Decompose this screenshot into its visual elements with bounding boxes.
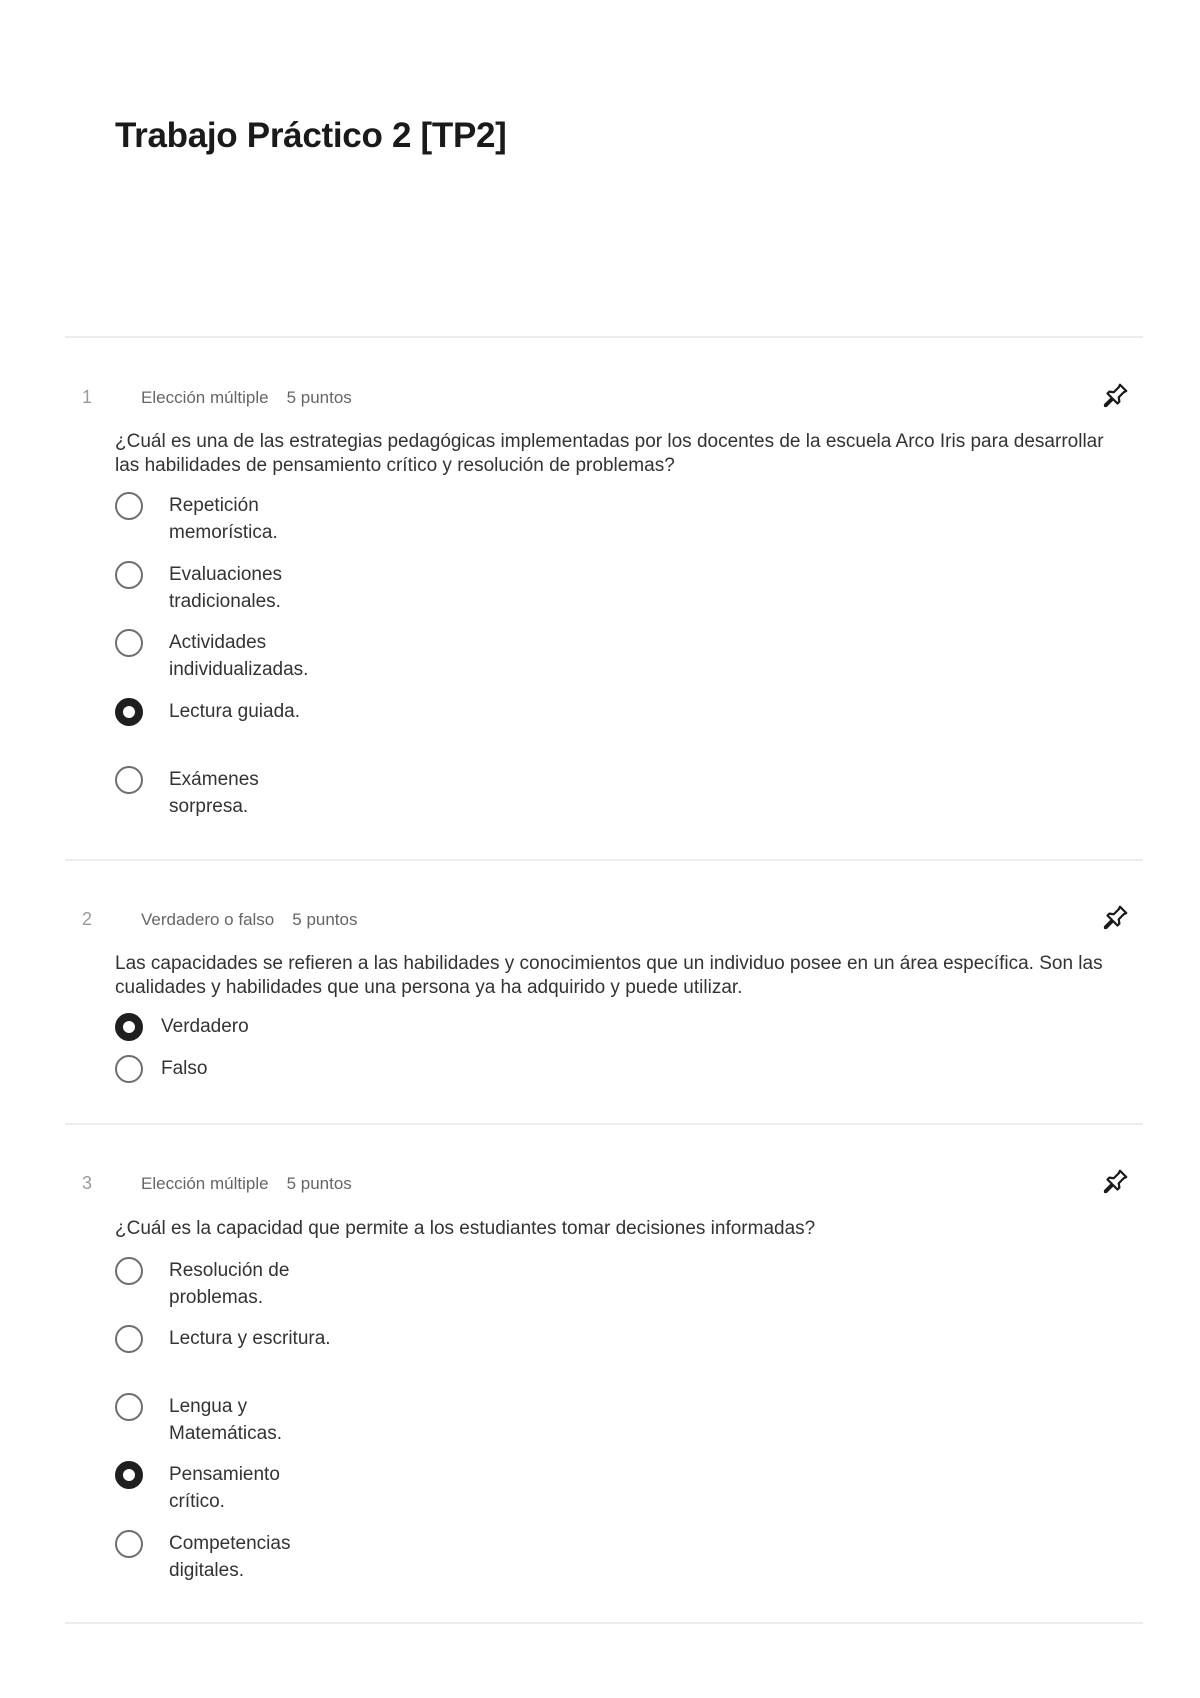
question-points: 5 puntos	[286, 388, 352, 407]
radio-button-selected[interactable]	[115, 698, 143, 726]
question-meta	[141, 388, 352, 408]
question-number: 2	[82, 909, 93, 929]
option-label: Lectura guiada.	[169, 701, 300, 722]
pin-icon[interactable]	[1100, 903, 1130, 933]
option-label: Exámenes sorpresa.	[169, 769, 259, 817]
divider	[65, 1123, 1143, 1125]
radio-button[interactable]	[115, 1257, 143, 1285]
radio-button[interactable]	[115, 766, 143, 794]
question-text: ¿Cuál es una de las estrategias pedagógicas implementadas por los docentes de la escuela Arco Iris para desarrollar las habilidades de pensamiento crítico y resolución de problemas?	[115, 431, 1104, 476]
pin-icon[interactable]	[1100, 1167, 1130, 1197]
radio-button[interactable]	[115, 1055, 143, 1083]
question-type: Verdadero o falso	[141, 910, 275, 929]
question-meta	[141, 910, 358, 930]
radio-button[interactable]	[115, 492, 143, 520]
question-type: Elección múltiple	[141, 388, 269, 407]
pin-icon[interactable]	[1100, 381, 1130, 411]
radio-button[interactable]	[115, 629, 143, 657]
option-label: Falso	[161, 1058, 208, 1079]
question-type: Elección múltiple	[141, 1174, 269, 1193]
divider	[65, 859, 1143, 861]
option-label: Verdadero	[161, 1016, 249, 1037]
question-number: 1	[82, 387, 93, 407]
radio-button[interactable]	[115, 561, 143, 589]
radio-button[interactable]	[115, 1325, 143, 1353]
option-label: Resolución de problemas.	[169, 1260, 290, 1308]
radio-button[interactable]	[115, 1530, 143, 1558]
question-points: 5 puntos	[292, 910, 358, 929]
radio-button-selected[interactable]	[115, 1461, 143, 1489]
option-label: Lectura y escritura.	[169, 1328, 331, 1349]
divider	[65, 336, 1143, 338]
question-text: Las capacidades se refieren a las habilidades y conocimientos que un individuo posee en un área específica. Son las cualidades y habilidades que una persona ya ha adquirido y puede utilizar.	[115, 953, 1103, 998]
divider	[65, 1622, 1143, 1624]
question-points: 5 puntos	[286, 1174, 352, 1193]
radio-button-selected[interactable]	[115, 1013, 143, 1041]
option-label: Pensamiento crítico.	[169, 1464, 280, 1512]
question-text: ¿Cuál es la capacidad que permite a los estudiantes tomar decisiones informadas?	[115, 1218, 816, 1239]
option-label: Evaluaciones tradicionales.	[169, 564, 283, 612]
option-label: Repetición memorística.	[169, 495, 278, 543]
option-label: Competencias digitales.	[169, 1533, 291, 1581]
option-label: Lengua y Matemáticas.	[169, 1396, 282, 1444]
page-title: Trabajo Práctico 2 [TP2]	[115, 116, 507, 155]
question-meta	[141, 1174, 352, 1194]
option-label: Actividades individualizadas.	[169, 632, 309, 680]
question-number: 3	[82, 1173, 93, 1193]
radio-button[interactable]	[115, 1393, 143, 1421]
